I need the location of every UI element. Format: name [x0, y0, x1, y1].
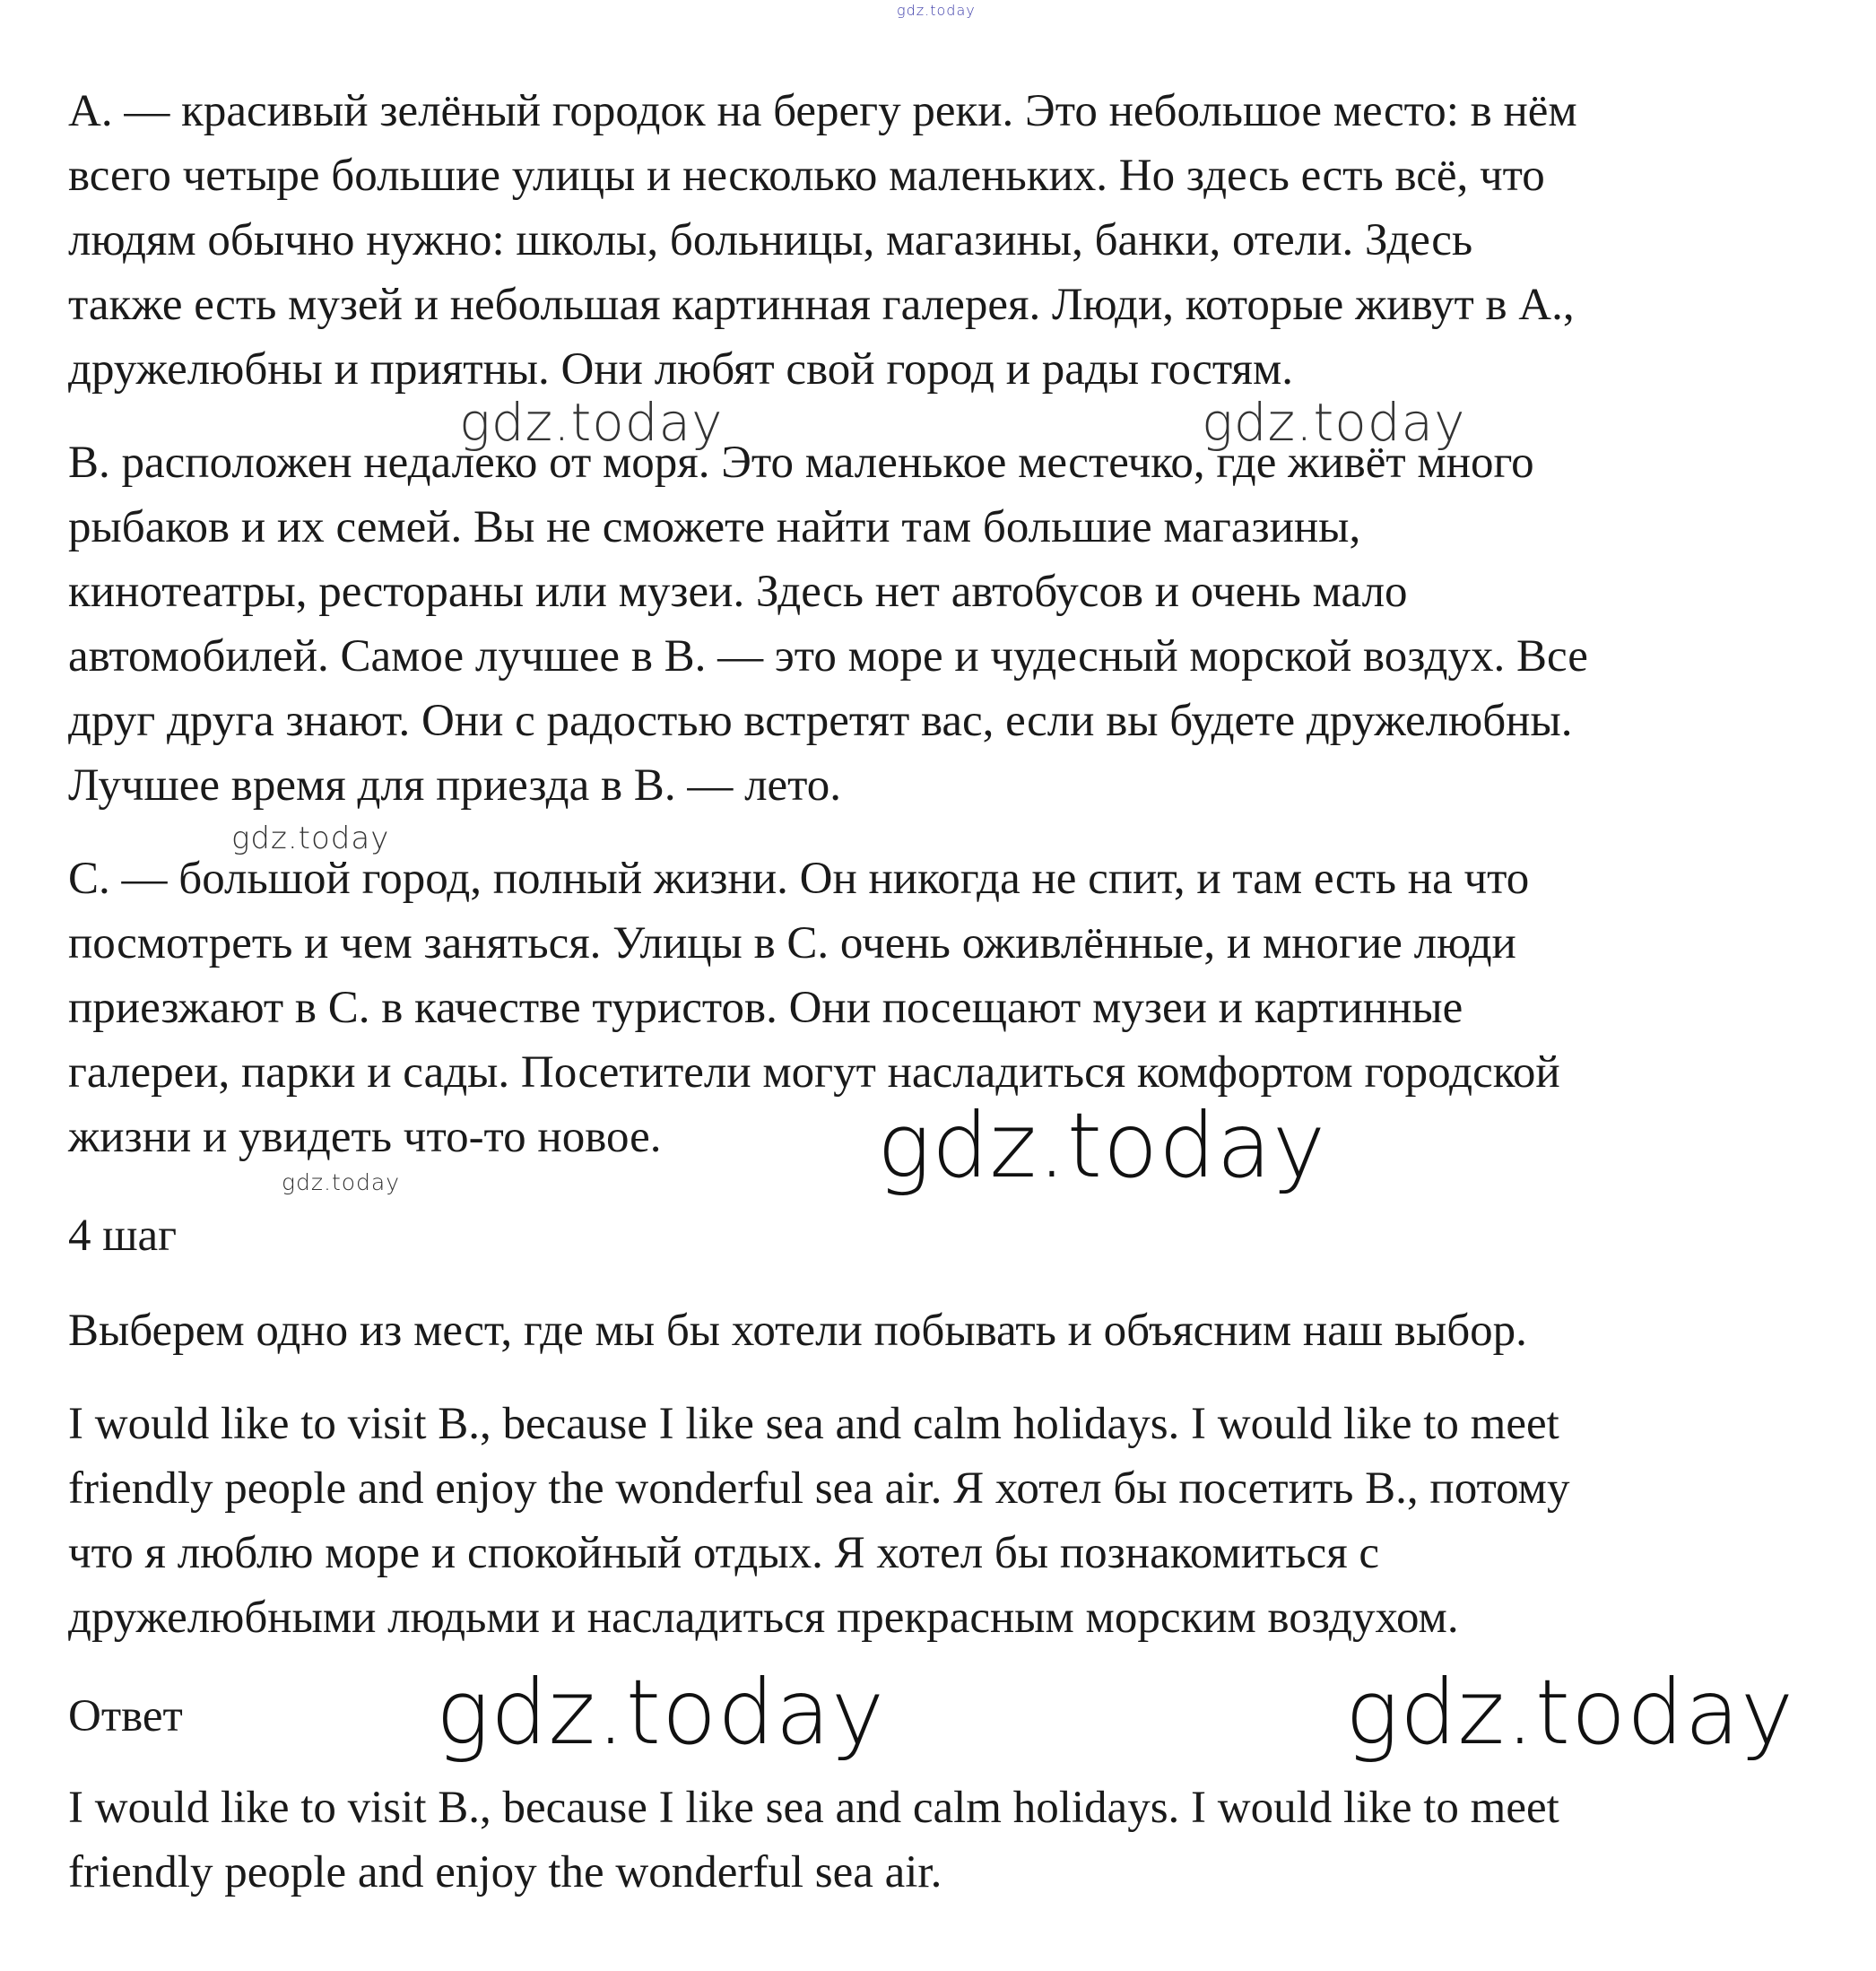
paragraph-c-line: приезжают в С. в качестве туристов. Они посещают музеи и картинные	[68, 983, 1463, 1033]
task-text: Выберем одно из мест, где мы бы хотели побывать и объясним наш выбор.	[68, 1306, 1527, 1356]
paragraph-b	[68, 430, 1826, 818]
paragraph-a-line: людям обычно нужно: школы, больницы, магазины, банки, отели. Здесь	[68, 215, 1473, 265]
watermark-top: gdz.today	[897, 2, 976, 19]
paragraph-a-line: также есть музей и небольшая картинная галерея. Люди, которые живут в А.,	[68, 280, 1575, 330]
answer-line: I would like to visit B., because I like sea and calm holidays. I would like to meet	[68, 1783, 1559, 1833]
paragraph-a-line: всего четыре большие улицы и несколько маленьких. Но здесь есть всё, что	[68, 151, 1545, 201]
paragraph-a	[68, 79, 1826, 402]
watermark-7: gdz.today	[1345, 1660, 1795, 1765]
paragraph-a-line: дружелюбны и приятны. Они любят свой город и рады гостям.	[68, 344, 1294, 395]
watermark-2: gdz.today	[1202, 392, 1466, 453]
paragraph-c	[68, 847, 1826, 1169]
paragraph-c-line: посмотреть и чем заняться. Улицы в С. очень оживлённые, и многие люди	[68, 918, 1516, 968]
paragraph-b-line: рыбаков и их семей. Вы не сможете найти там большие магазины,	[68, 502, 1361, 552]
example-paragraph	[68, 1392, 1826, 1650]
paragraph-a-line: А. — красивый зелёный городок на берегу реки. Это небольшое место: в нём	[68, 86, 1577, 136]
paragraph-b-line: Лучшее время для приезда в В. — лето.	[68, 760, 842, 811]
answer-paragraph	[68, 1776, 1826, 1905]
example-line: дружелюбными людьми и насладиться прекрасным морским воздухом.	[68, 1593, 1459, 1643]
paragraph-b-line: автомобилей. Самое лучшее в В. — это море и чудесный морской воздух. Все	[68, 631, 1588, 682]
watermark-1: gdz.today	[459, 392, 724, 453]
step-heading: 4 шаг	[68, 1211, 178, 1261]
example-line: friendly people and enjoy the wonderful sea air. Я хотел бы посетить В., потому	[68, 1463, 1570, 1514]
paragraph-b-line: кинотеатры, рестораны или музеи. Здесь нет автобусов и очень мало	[68, 567, 1408, 617]
paragraph-b-line: друг друга знают. Они с радостью встретят вас, если вы будете дружелюбны.	[68, 696, 1573, 746]
watermark-3: gdz.today	[231, 821, 390, 856]
paragraph-c-line: галереи, парки и сады. Посетители могут насладиться комфортом городской	[68, 1047, 1560, 1098]
watermark-4: gdz.today	[877, 1093, 1327, 1198]
watermark-5: gdz.today	[282, 1169, 401, 1195]
answer-label: Ответ	[68, 1691, 183, 1741]
watermark-6: gdz.today	[436, 1660, 886, 1765]
paragraph-b-line: В. расположен недалеко от моря. Это маленькое местечко, где живёт много	[68, 438, 1534, 488]
example-line: что я люблю море и спокойный отдых. Я хотел бы познакомиться с	[68, 1528, 1380, 1578]
paragraph-c-line: жизни и увидеть что-то новое.	[68, 1112, 662, 1162]
example-line: I would like to visit B., because I like sea and calm holidays. I would like to meet	[68, 1399, 1559, 1449]
answer-line: friendly people and enjoy the wonderful sea air.	[68, 1847, 942, 1897]
paragraph-c-line: С. — большой город, полный жизни. Он никогда не спит, и там есть на что	[68, 854, 1530, 904]
